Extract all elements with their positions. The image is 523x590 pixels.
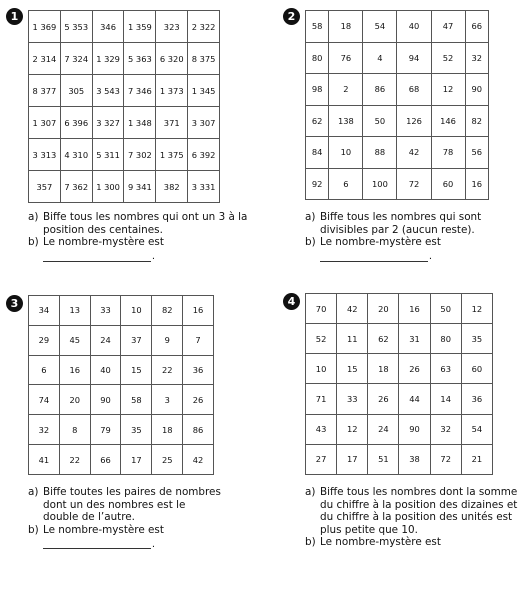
grid-row (29, 296, 214, 326)
grid-cell[interactable]: 15 (121, 355, 152, 385)
grid-row (29, 11, 220, 43)
grid-cell[interactable]: 32 (29, 415, 60, 445)
grid-row (306, 168, 489, 200)
grid-cell[interactable]: 47 (431, 11, 465, 43)
puzzle-4-instructions (305, 486, 521, 549)
grid-cell[interactable]: 33 (90, 296, 121, 326)
grid-cell[interactable]: 54 (363, 11, 397, 43)
grid-cell[interactable]: 3 543 (92, 75, 124, 107)
puzzle-3-grid (28, 295, 214, 475)
grid-cell[interactable]: 90 (90, 385, 121, 415)
grid-row (306, 105, 489, 137)
grid-row (29, 385, 214, 415)
instr-a-text: Biffe tous les nombres dont la somme du chiffre à la position des dizaines et du chiffre à la position des unités est plus petite que 10. (320, 486, 518, 536)
grid-cell[interactable]: 6 (29, 355, 60, 385)
grid-cell[interactable]: 43 (306, 414, 337, 444)
grid-cell[interactable]: 22 (59, 445, 90, 475)
grid-cell[interactable]: 3 313 (29, 139, 61, 171)
grid-cell[interactable]: 1 348 (124, 107, 156, 139)
grid-cell[interactable]: 24 (368, 414, 399, 444)
grid-cell[interactable]: 138 (329, 105, 363, 137)
blank-end: . (428, 251, 432, 263)
puzzle-2-grid (305, 10, 489, 200)
grid-cell[interactable]: 90 (465, 74, 488, 106)
grid-cell[interactable]: 4 310 (60, 139, 92, 171)
grid-cell[interactable]: 34 (29, 296, 60, 326)
grid-cell[interactable]: 82 (152, 296, 183, 326)
grid-cell[interactable]: 29 (29, 325, 60, 355)
grid-cell[interactable]: 6 320 (156, 43, 188, 75)
grid-cell[interactable]: 24 (90, 325, 121, 355)
grid-cell[interactable]: 18 (368, 354, 399, 384)
grid-cell[interactable]: 66 (90, 445, 121, 475)
grid-cell[interactable]: 41 (29, 445, 60, 475)
blank-end: . (151, 251, 155, 263)
grid-cell[interactable]: 357 (29, 171, 61, 203)
grid-cell[interactable]: 1 375 (156, 139, 188, 171)
grid-cell[interactable]: 9 341 (124, 171, 156, 203)
grid-cell[interactable]: 52 (431, 42, 465, 74)
grid-row (306, 384, 493, 414)
grid-cell[interactable]: 92 (306, 168, 329, 200)
grid-row (306, 414, 493, 444)
instr-b-label: b) (28, 523, 39, 536)
grid-cell[interactable]: 4 (363, 42, 397, 74)
grid-cell[interactable]: 35 (461, 324, 492, 354)
grid-cell[interactable]: 1 345 (188, 75, 220, 107)
grid-cell[interactable]: 12 (337, 414, 368, 444)
grid-cell[interactable]: 66 (465, 11, 488, 43)
blank-end: . (151, 538, 155, 550)
instr-a-label: a) (28, 486, 39, 498)
grid-cell[interactable]: 6 396 (60, 107, 92, 139)
instr-a-text: Biffe toutes les paires de nombres dont un des nombres est le double de l’autre. (43, 486, 221, 524)
grid-cell[interactable]: 26 (399, 354, 430, 384)
grid-cell[interactable]: 86 (363, 74, 397, 106)
grid-cell[interactable]: 70 (306, 294, 337, 324)
grid-cell[interactable]: 16 (465, 168, 488, 200)
grid-row (306, 42, 489, 74)
grid-cell[interactable]: 84 (306, 137, 329, 169)
grid-cell[interactable]: 60 (431, 168, 465, 200)
grid-row (29, 107, 220, 139)
grid-cell[interactable]: 80 (430, 324, 461, 354)
grid-cell[interactable]: 42 (397, 137, 431, 169)
grid-cell[interactable]: 98 (306, 74, 329, 106)
grid-cell[interactable]: 45 (59, 325, 90, 355)
grid-cell[interactable]: 68 (397, 74, 431, 106)
grid-row (29, 75, 220, 107)
grid-cell[interactable]: 26 (183, 385, 214, 415)
grid-cell[interactable]: 27 (306, 444, 337, 474)
grid-row (306, 444, 493, 474)
grid-row (29, 445, 214, 475)
grid-cell[interactable]: 16 (183, 296, 214, 326)
grid-cell[interactable]: 10 (306, 354, 337, 384)
grid-cell[interactable]: 5 311 (92, 139, 124, 171)
grid-cell[interactable]: 100 (363, 168, 397, 200)
grid-cell[interactable]: 382 (156, 171, 188, 203)
grid-cell[interactable]: 26 (368, 384, 399, 414)
grid-cell[interactable]: 50 (363, 105, 397, 137)
grid-cell[interactable]: 62 (306, 105, 329, 137)
grid-cell[interactable]: 42 (183, 445, 214, 475)
grid-cell[interactable]: 63 (430, 354, 461, 384)
grid-cell[interactable]: 71 (306, 384, 337, 414)
grid-cell[interactable]: 371 (156, 107, 188, 139)
instr-a-label: a) (305, 486, 316, 498)
grid-cell[interactable]: 12 (461, 294, 492, 324)
grid-cell[interactable]: 7 324 (60, 43, 92, 75)
grid-cell[interactable]: 36 (461, 384, 492, 414)
grid-row (29, 171, 220, 203)
puzzle-2-instructions (305, 211, 523, 262)
grid-cell[interactable]: 305 (60, 75, 92, 107)
grid-cell[interactable]: 10 (121, 296, 152, 326)
grid-cell[interactable]: 2 314 (29, 43, 61, 75)
instr-b-text: Le nombre-mystère est (320, 236, 441, 249)
grid-cell[interactable]: 14 (430, 384, 461, 414)
answer-blank[interactable] (43, 536, 155, 550)
grid-cell[interactable]: 51 (368, 444, 399, 474)
grid-cell[interactable]: 1 307 (29, 107, 61, 139)
grid-cell[interactable]: 38 (399, 444, 430, 474)
grid-cell[interactable]: 76 (329, 42, 363, 74)
grid-cell[interactable]: 2 (329, 74, 363, 106)
grid-cell[interactable]: 18 (152, 415, 183, 445)
puzzle-3-number-badge: 3 (6, 295, 23, 312)
grid-row (306, 354, 493, 384)
puzzle-1-instructions (28, 211, 256, 262)
grid-cell[interactable]: 12 (431, 74, 465, 106)
puzzle-3-instructions (28, 486, 223, 549)
grid-row (306, 324, 493, 354)
instr-b-label: b) (305, 236, 316, 249)
instr-a-text: Biffe tous les nombres qui sont divisibles par 2 (aucun reste). (320, 211, 482, 236)
instr-a-label: a) (28, 211, 39, 223)
instr-b-label: b) (305, 536, 316, 549)
grid-cell[interactable]: 346 (92, 11, 124, 43)
grid-cell[interactable]: 58 (121, 385, 152, 415)
grid-cell[interactable]: 32 (465, 42, 488, 74)
grid-cell[interactable]: 78 (431, 137, 465, 169)
grid-cell[interactable]: 1 373 (156, 75, 188, 107)
puzzle-1-number-badge: 1 (6, 8, 23, 25)
puzzle-4-grid (305, 293, 493, 475)
grid-cell[interactable]: 5 363 (124, 43, 156, 75)
grid-cell[interactable]: 82 (465, 105, 488, 137)
grid-cell[interactable]: 21 (461, 444, 492, 474)
grid-cell[interactable]: 44 (399, 384, 430, 414)
grid-row (29, 415, 214, 445)
grid-cell[interactable]: 17 (337, 444, 368, 474)
instr-b-label: b) (28, 236, 39, 249)
grid-cell[interactable]: 20 (368, 294, 399, 324)
grid-cell[interactable]: 18 (329, 11, 363, 43)
grid-cell[interactable]: 6 392 (188, 139, 220, 171)
grid-cell[interactable]: 7 302 (124, 139, 156, 171)
grid-cell[interactable]: 79 (90, 415, 121, 445)
grid-cell[interactable]: 3 307 (188, 107, 220, 139)
grid-cell[interactable]: 35 (121, 415, 152, 445)
grid-cell[interactable]: 1 329 (92, 43, 124, 75)
grid-cell[interactable]: 62 (368, 324, 399, 354)
grid-row (306, 294, 493, 324)
grid-cell[interactable]: 8 (59, 415, 90, 445)
grid-cell[interactable]: 7 346 (124, 75, 156, 107)
grid-cell[interactable]: 5 353 (60, 11, 92, 43)
grid-cell[interactable]: 54 (461, 414, 492, 444)
grid-cell[interactable]: 42 (337, 294, 368, 324)
grid-cell[interactable]: 72 (397, 168, 431, 200)
grid-row (306, 74, 489, 106)
grid-cell[interactable]: 146 (431, 105, 465, 137)
grid-row (29, 355, 214, 385)
puzzle-2-number-badge: 2 (283, 8, 300, 25)
grid-cell[interactable]: 17 (121, 445, 152, 475)
grid-cell[interactable]: 7 362 (60, 171, 92, 203)
grid-cell[interactable]: 58 (306, 11, 329, 43)
grid-cell[interactable]: 323 (156, 11, 188, 43)
grid-cell[interactable]: 72 (430, 444, 461, 474)
grid-row (29, 325, 214, 355)
grid-cell[interactable]: 10 (329, 137, 363, 169)
grid-cell[interactable]: 3 (152, 385, 183, 415)
grid-row (306, 11, 489, 43)
grid-cell[interactable]: 40 (90, 355, 121, 385)
grid-cell[interactable]: 22 (152, 355, 183, 385)
answer-blank[interactable] (43, 249, 155, 263)
grid-cell[interactable]: 60 (461, 354, 492, 384)
grid-cell[interactable]: 9 (152, 325, 183, 355)
instr-b-text: Le nombre-mystère est (320, 536, 441, 549)
grid-cell[interactable]: 88 (363, 137, 397, 169)
grid-cell[interactable]: 8 375 (188, 43, 220, 75)
grid-cell[interactable]: 86 (183, 415, 214, 445)
grid-cell[interactable]: 3 331 (188, 171, 220, 203)
grid-cell[interactable]: 15 (337, 354, 368, 384)
grid-cell[interactable]: 16 (59, 355, 90, 385)
grid-cell[interactable]: 80 (306, 42, 329, 74)
grid-cell[interactable]: 25 (152, 445, 183, 475)
grid-cell[interactable]: 37 (121, 325, 152, 355)
grid-cell[interactable]: 1 300 (92, 171, 124, 203)
puzzle-4-number-badge: 4 (283, 293, 300, 310)
grid-cell[interactable]: 56 (465, 137, 488, 169)
grid-cell[interactable]: 40 (397, 11, 431, 43)
grid-cell[interactable]: 126 (397, 105, 431, 137)
grid-cell[interactable]: 50 (430, 294, 461, 324)
grid-cell[interactable]: 13 (59, 296, 90, 326)
grid-cell[interactable]: 16 (399, 294, 430, 324)
grid-cell[interactable]: 1 369 (29, 11, 61, 43)
instr-b-text: Le nombre-mystère est (43, 236, 164, 249)
answer-blank[interactable] (320, 249, 432, 263)
grid-cell[interactable]: 90 (399, 414, 430, 444)
grid-cell[interactable]: 94 (397, 42, 431, 74)
grid-cell[interactable]: 3 327 (92, 107, 124, 139)
grid-cell[interactable]: 11 (337, 324, 368, 354)
instr-a-label: a) (305, 211, 316, 223)
grid-cell[interactable]: 31 (399, 324, 430, 354)
instr-a-text: Biffe tous les nombres qui ont un 3 à la position des centaines. (43, 211, 248, 236)
grid-row (29, 139, 220, 171)
grid-cell[interactable]: 7 (183, 325, 214, 355)
grid-cell[interactable]: 33 (337, 384, 368, 414)
puzzle-1-grid (28, 10, 220, 203)
grid-cell[interactable]: 20 (59, 385, 90, 415)
grid-cell[interactable]: 36 (183, 355, 214, 385)
grid-cell[interactable]: 6 (329, 168, 363, 200)
grid-cell[interactable]: 52 (306, 324, 337, 354)
grid-cell[interactable]: 74 (29, 385, 60, 415)
grid-row (306, 137, 489, 169)
grid-cell[interactable]: 1 359 (124, 11, 156, 43)
grid-cell[interactable]: 2 322 (188, 11, 220, 43)
grid-cell[interactable]: 32 (430, 414, 461, 444)
grid-cell[interactable]: 8 377 (29, 75, 61, 107)
instr-b-text: Le nombre-mystère est (43, 523, 164, 536)
grid-row (29, 43, 220, 75)
